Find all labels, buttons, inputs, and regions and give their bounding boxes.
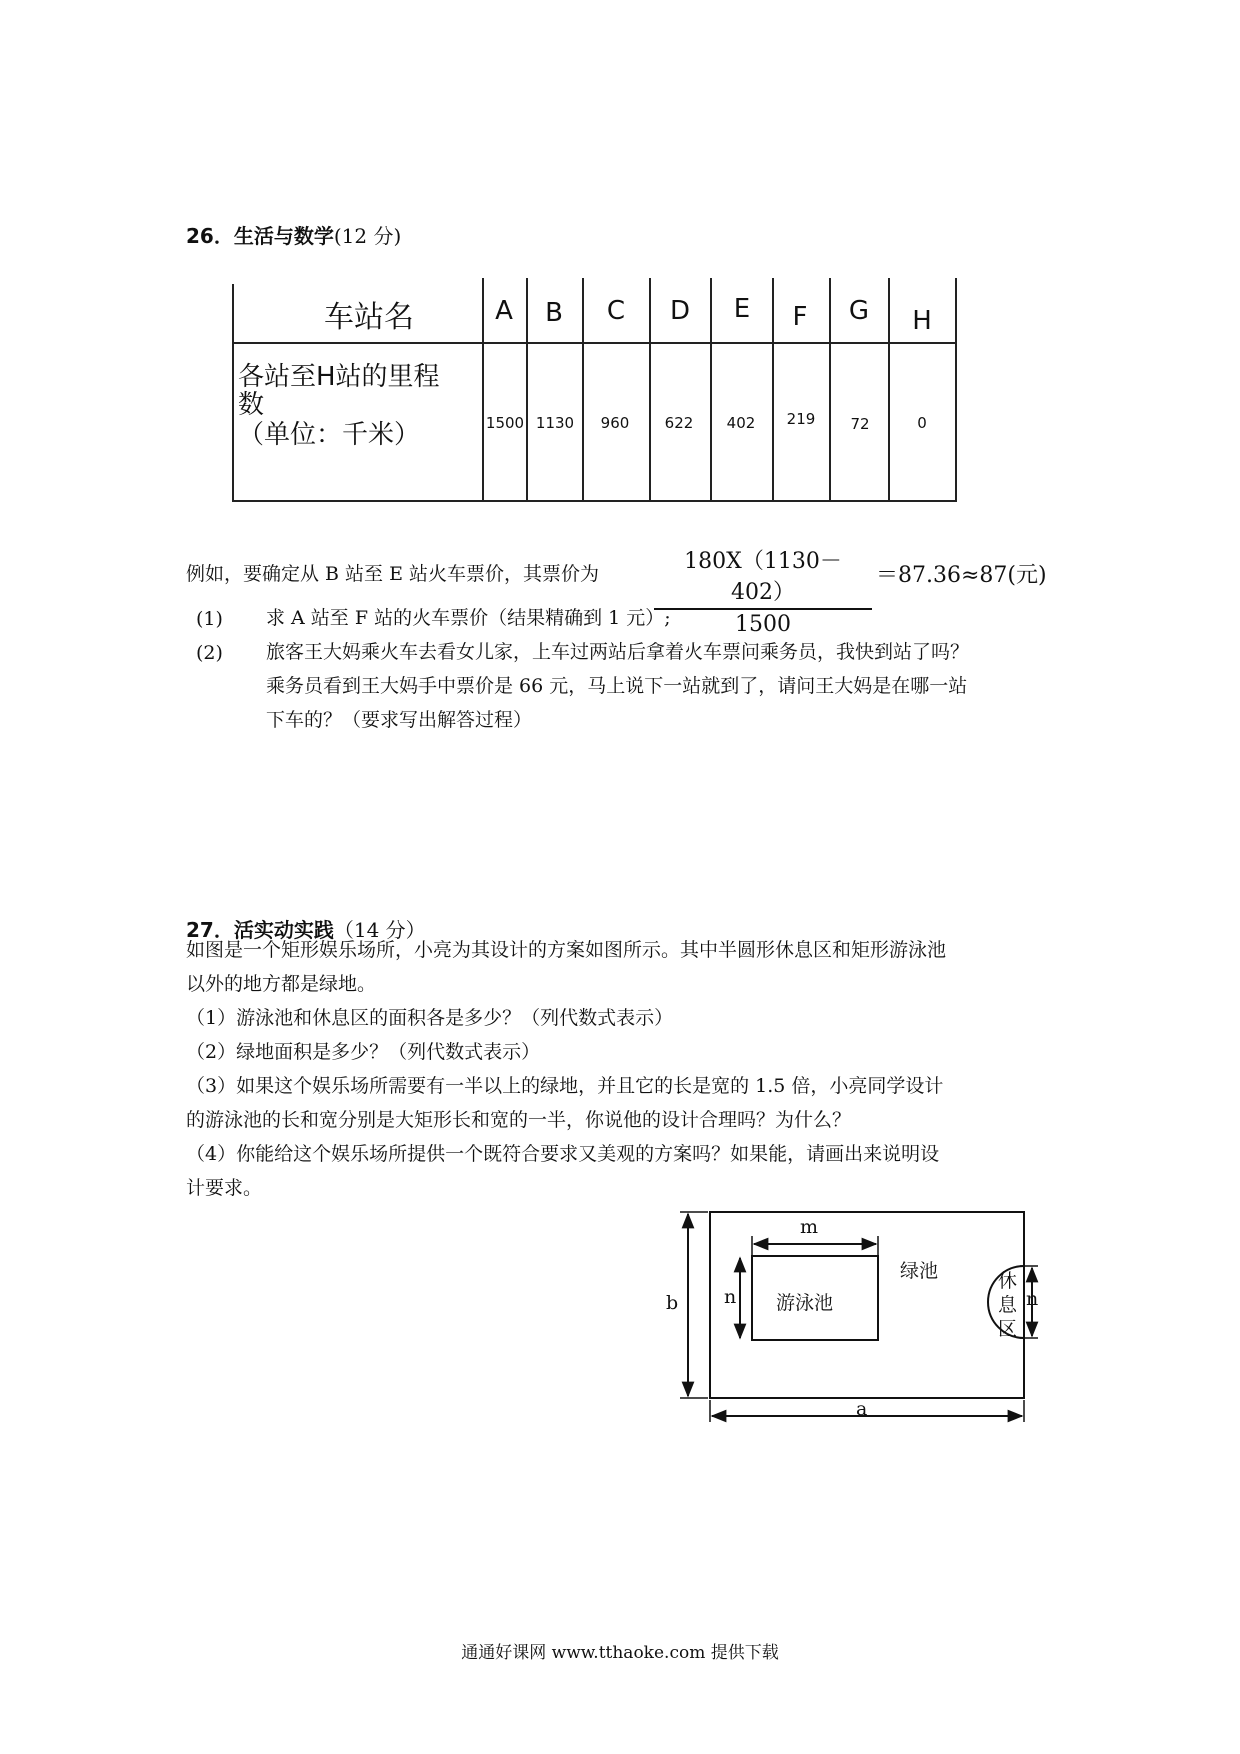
- q27-sub1: （1）游泳池和休息区的面积各是多少？（列代数式表示）: [186, 1007, 674, 1029]
- label-n-left: n: [724, 1286, 737, 1308]
- label-rest-2: 息: [998, 1294, 1018, 1316]
- q27-sub2: （2）绿地面积是多少？（列代数式表示）: [186, 1041, 541, 1063]
- page-footer: 通通好课网 www.tthaoke.com 提供下载: [461, 1643, 779, 1663]
- distance-e: 402: [726, 414, 756, 432]
- label-m: m: [800, 1216, 819, 1238]
- fraction-bar: [654, 608, 872, 610]
- label-rest-1: 休: [998, 1270, 1018, 1292]
- q26-sub2-line2: 乘务员看到王大妈手中票价是 66 元，马上说下一站就到了，请问王大妈是在哪一站: [266, 675, 968, 697]
- q27-intro-line2: 以外的地方都是绿地。: [186, 973, 377, 995]
- table-header-label: 车站名: [324, 300, 414, 335]
- label-b: b: [666, 1292, 679, 1314]
- formula-numerator: 180X（1130－402）: [684, 549, 842, 605]
- q27-number: 27．: [186, 918, 234, 942]
- station-distance-table: [232, 278, 957, 504]
- station-header-e: E: [733, 294, 751, 324]
- q27-score: （14 分）: [333, 918, 426, 942]
- station-header-a: A: [495, 296, 513, 326]
- label-rest-3: 区: [998, 1318, 1018, 1340]
- q26-sub1-number: (1): [196, 608, 223, 630]
- distance-a: 1500: [485, 414, 525, 432]
- station-header-b: B: [545, 298, 563, 328]
- q26-score: (12 分): [333, 224, 402, 248]
- station-header-h: H: [912, 306, 932, 336]
- station-header-c: C: [606, 296, 626, 326]
- q26-sub2-number: (2): [196, 642, 223, 664]
- formula-denominator: 1500: [735, 612, 791, 637]
- label-a: a: [856, 1398, 868, 1420]
- q27-sub4-line1: （4）你能给这个娱乐场所提供一个既符合要求又美观的方案吗？如果能，请画出来说明设: [186, 1143, 940, 1165]
- label-pool: 游泳池: [776, 1292, 834, 1314]
- row-label-line3: （单位：千米）: [238, 420, 421, 450]
- q26-sub2-line3: 下车的？（要求写出解答过程）: [266, 709, 533, 731]
- distance-b: 1130: [535, 414, 575, 432]
- formula-result: ＝87.36≈87(元): [876, 563, 1047, 588]
- q27-sub3-line1: （3）如果这个娱乐场所需要有一半以上的绿地，并且它的长是宽的 1.5 倍，小亮同学设计: [186, 1075, 944, 1097]
- station-header-g: G: [848, 296, 870, 326]
- q26-number: 26．: [186, 224, 234, 248]
- label-green: 绿池: [900, 1260, 939, 1282]
- distance-d: 622: [664, 414, 694, 432]
- q26-sub2-line1: 旅客王大妈乘火车去看女儿家，上车过两站后拿着火车票问乘务员，我快到站了吗？: [266, 641, 970, 663]
- ticket-price-formula: [654, 544, 872, 637]
- distance-h: 0: [917, 414, 927, 432]
- station-header-f: F: [792, 302, 808, 332]
- distance-f: 219: [786, 410, 816, 428]
- row-label-line2: 数: [238, 390, 265, 420]
- distance-c: 960: [600, 414, 630, 432]
- example-prefix: 例如，要确定从 B 站至 E 站火车票价，其票价为: [186, 563, 599, 585]
- q27-title: 活实动实践: [233, 918, 334, 942]
- row-label-line1: 各站至H站的里程: [238, 362, 440, 392]
- q27-intro-line1: 如图是一个矩形娱乐场所，小亮为其设计的方案如图所示。其中半圆形休息区和矩形游泳池: [186, 939, 947, 961]
- diagram-drawing: [660, 1200, 1040, 1430]
- amusement-park-diagram: [660, 1200, 1040, 1430]
- q26-sub1-text: 求 A 站至 F 站的火车票价（结果精确到 1 元）;: [266, 607, 671, 629]
- q27-sub3-line2: 的游泳池的长和宽分别是大矩形长和宽的一半，你说他的设计合理吗？为什么？: [186, 1109, 852, 1131]
- q26-title: 生活与数学: [233, 224, 334, 248]
- q27-sub4-line2: 计要求。: [186, 1177, 263, 1199]
- q26-heading: [186, 220, 401, 249]
- station-header-d: D: [669, 296, 691, 326]
- label-n-right: n: [1026, 1288, 1039, 1310]
- distance-g: 72: [850, 415, 870, 433]
